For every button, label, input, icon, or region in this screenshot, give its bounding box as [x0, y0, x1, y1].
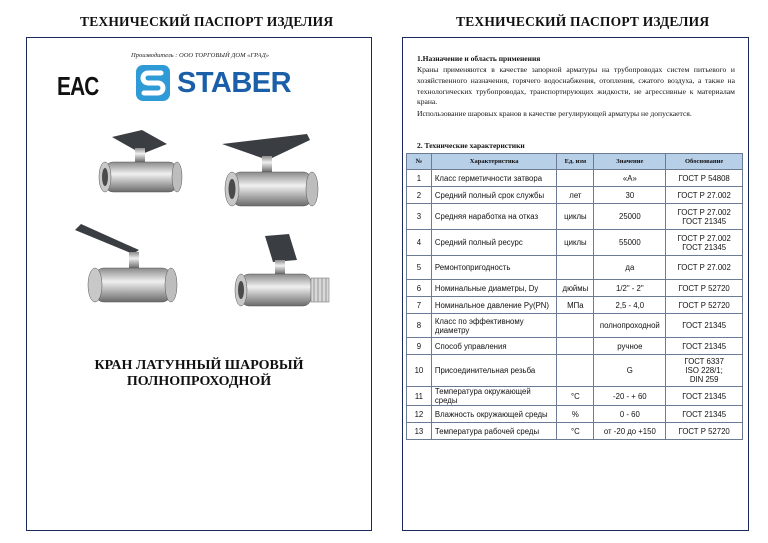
row-value: полнопроходной — [594, 314, 666, 338]
row-number: 10 — [407, 355, 432, 387]
row-value: да — [594, 256, 666, 280]
row-unit: дюймы — [557, 280, 594, 297]
row-characteristic: Температура окружающей среды — [431, 387, 557, 406]
row-unit: циклы — [557, 204, 594, 230]
row-value: 2,5 - 4,0 — [594, 297, 666, 314]
row-unit — [557, 355, 594, 387]
specs-table — [406, 153, 743, 440]
row-characteristic: Ремонтопригодность — [431, 256, 557, 280]
table-row — [407, 187, 743, 204]
table-row — [407, 387, 743, 406]
row-characteristic: Класс герметичности затвора — [431, 170, 557, 187]
row-basis: ГОСТ Р 27.002 — [666, 256, 743, 280]
row-characteristic: Средний полный ресурс — [431, 230, 557, 256]
row-number: 1 — [407, 170, 432, 187]
table-row — [407, 170, 743, 187]
col-header-unit: Ед. изм — [557, 154, 594, 170]
row-number: 8 — [407, 314, 432, 338]
row-characteristic: Номинальное давление Ру(PN) — [431, 297, 557, 314]
row-characteristic: Номинальные диаметры, Dу — [431, 280, 557, 297]
row-value: -20 - + 60 — [594, 387, 666, 406]
row-basis: ГОСТ Р 52720 — [666, 297, 743, 314]
row-number: 9 — [407, 338, 432, 355]
product-title — [27, 358, 371, 390]
row-characteristic: Способ управления — [431, 338, 557, 355]
row-basis: ГОСТ 21345 — [666, 338, 743, 355]
product-title-line2: ПОЛНОПРОХОДНОЙ — [126, 374, 272, 389]
row-unit: циклы — [557, 230, 594, 256]
row-number: 4 — [407, 230, 432, 256]
header-left: ТЕХНИЧЕСКИЙ ПАСПОРТ ИЗДЕЛИЯ — [80, 14, 334, 29]
row-basis: ГОСТ Р 52720 — [666, 423, 743, 440]
col-header-basis: Обоснование — [666, 154, 743, 170]
row-characteristic: Влажность окружающей среды — [431, 406, 557, 423]
row-value: от -20 до +150 — [594, 423, 666, 440]
valve-lever-male-image — [73, 224, 198, 319]
table-row — [407, 338, 743, 355]
col-header-characteristic: Характеристика — [431, 154, 557, 170]
table-row — [407, 230, 743, 256]
row-number: 13 — [407, 423, 432, 440]
row-characteristic: Средняя наработка на отказ — [431, 204, 557, 230]
table-row — [407, 355, 743, 387]
row-basis: ГОСТ 21345 — [666, 314, 743, 338]
row-value: 25000 — [594, 204, 666, 230]
row-number: 3 — [407, 204, 432, 230]
section1-paragraph1: Краны применяются в качестве запорной арматуры на трубопроводах систем питьевого и хозяйственного назначения, горячего водоснабжения, отопления, сжатого воздуха, а также на технологических трубопроводах, транспортирующих жидкости, не агрессивные к материалам крана. — [417, 65, 735, 107]
table-row — [407, 314, 743, 338]
eac-mark: EAC — [57, 71, 99, 101]
row-unit: % — [557, 406, 594, 423]
row-number: 5 — [407, 256, 432, 280]
row-characteristic: Присоединительная резьба — [431, 355, 557, 387]
row-basis: ГОСТ Р 52720 — [666, 280, 743, 297]
row-basis: ГОСТ 6337 ISO 228/1; DIN 259 — [666, 355, 743, 387]
row-number: 7 — [407, 297, 432, 314]
col-header-number: № — [407, 154, 432, 170]
row-basis: ГОСТ Р 27.002 ГОСТ 21345 — [666, 204, 743, 230]
row-unit: °С — [557, 423, 594, 440]
table-row — [407, 423, 743, 440]
row-value: 55000 — [594, 230, 666, 256]
valve-butterfly-female-image — [87, 122, 197, 207]
section1-paragraph2: Использование шаровых кранов в качестве регулирующей арматуры не допускается. — [417, 109, 692, 118]
row-unit — [557, 338, 594, 355]
table-header-row — [407, 154, 743, 170]
producer-text: Производитель : ООО ТОРГОВЫЙ ДОМ «ГРАД» — [131, 52, 269, 59]
row-characteristic: Средний полный срок службы — [431, 187, 557, 204]
product-title-line1: КРАН ЛАТУННЫЙ ШАРОВЫЙ — [94, 358, 304, 373]
row-value: 1/2" - 2" — [594, 280, 666, 297]
brand-logo — [135, 64, 291, 102]
row-basis: ГОСТ Р 54808 — [666, 170, 743, 187]
row-number: 2 — [407, 187, 432, 204]
row-unit — [557, 314, 594, 338]
row-unit: МПа — [557, 297, 594, 314]
table-row — [407, 406, 743, 423]
row-basis: ГОСТ Р 27.002 — [666, 187, 743, 204]
section1-title: 1.Назначение и область применения — [417, 54, 541, 63]
valve-lever-female-image — [212, 134, 337, 224]
valve-butterfly-male-image — [227, 234, 337, 324]
row-value: G — [594, 355, 666, 387]
staber-logo-icon — [135, 64, 171, 102]
row-characteristic: Температура рабочей среды — [431, 423, 557, 440]
table-row — [407, 297, 743, 314]
row-characteristic: Класс по эффективному диаметру — [431, 314, 557, 338]
col-header-value: Значение — [594, 154, 666, 170]
row-basis: ГОСТ 21345 — [666, 406, 743, 423]
row-unit — [557, 170, 594, 187]
table-row — [407, 204, 743, 230]
row-number: 11 — [407, 387, 432, 406]
section2-title: 2. Технические характеристики — [417, 141, 525, 150]
row-unit — [557, 256, 594, 280]
row-value: 0 - 60 — [594, 406, 666, 423]
row-basis: ГОСТ 21345 — [666, 387, 743, 406]
row-value: ручное — [594, 338, 666, 355]
row-number: 12 — [407, 406, 432, 423]
specs-panel — [402, 37, 749, 531]
row-basis: ГОСТ Р 27.002 ГОСТ 21345 — [666, 230, 743, 256]
row-unit: °С — [557, 387, 594, 406]
table-row — [407, 256, 743, 280]
table-row — [407, 280, 743, 297]
row-number: 6 — [407, 280, 432, 297]
brand-name: STABER — [177, 66, 292, 99]
row-value: «А» — [594, 170, 666, 187]
header-right: ТЕХНИЧЕСКИЙ ПАСПОРТ ИЗДЕЛИЯ — [456, 14, 710, 29]
row-value: 30 — [594, 187, 666, 204]
cover-panel — [26, 37, 372, 531]
row-unit: лет — [557, 187, 594, 204]
